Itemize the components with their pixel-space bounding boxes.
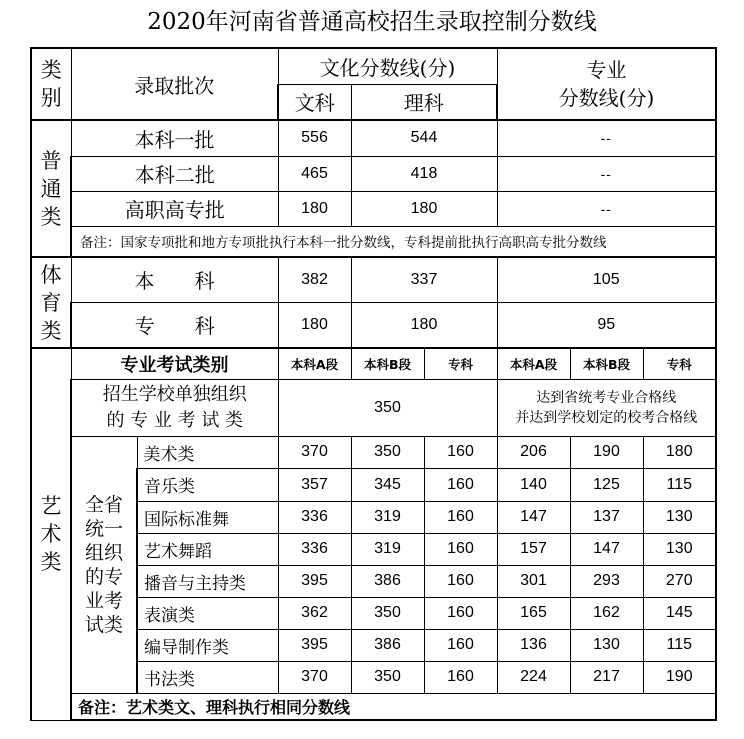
art-mz-6: 145 (643, 597, 716, 629)
art-ma-3: 147 (497, 501, 570, 533)
art-cz-4: 160 (424, 533, 497, 565)
exam-type-header: 专业考试类别 (71, 348, 278, 379)
art-ca-8: 370 (278, 661, 351, 693)
art-ca-7: 395 (278, 629, 351, 661)
yishu-footnote: 备注：艺术类文、理科执行相同分数线 (71, 693, 716, 720)
putong-note: 备注：国家专项批和地方专项批执行本科一批分数线，专科提前批执行高职高专批分数线 (71, 226, 716, 257)
header-culture: 文化分数线(分) (278, 48, 497, 84)
yishu-label (31, 348, 71, 720)
art-cb-2: 345 (351, 468, 424, 501)
art-cb-5: 386 (351, 565, 424, 597)
tiyu-batch-2: 专 科 (71, 302, 278, 348)
art-cb-6: 350 (351, 597, 424, 629)
putong-li-2: 418 (351, 156, 497, 191)
tiyu-li-2: 180 (351, 302, 497, 348)
art-name-3: 国际标准舞 (137, 501, 278, 533)
header-category (31, 48, 71, 120)
art-ma-2: 140 (497, 468, 570, 501)
art-mb-4: 147 (570, 533, 643, 565)
art-mz-7: 115 (643, 629, 716, 661)
independent-label-line2: 的 专 业 考 试 类 (106, 409, 244, 431)
art-ca-4: 336 (278, 533, 351, 565)
art-mz-3: 130 (643, 501, 716, 533)
requirement-line1: 达到省统考专业合格线 (536, 389, 677, 406)
tiyu-major-2: 95 (497, 302, 716, 348)
art-mz-2: 115 (643, 468, 716, 501)
major-a-header: 本科A段 (497, 348, 570, 379)
art-cz-7: 160 (424, 629, 497, 661)
art-ca-1: 370 (278, 436, 351, 468)
major-z-header: 专科 (643, 348, 716, 379)
tiyu-wen-1: 382 (278, 257, 351, 302)
art-name-7: 编导制作类 (137, 629, 278, 661)
putong-wen-2: 465 (278, 156, 351, 191)
tiyu-major-1: 105 (497, 257, 716, 302)
putong-label (31, 120, 71, 257)
art-mb-3: 137 (570, 501, 643, 533)
culture-b-header: 本科B段 (351, 348, 424, 379)
tiyu-label (31, 257, 71, 348)
art-mb-1: 190 (570, 436, 643, 468)
putong-wen-3: 180 (278, 191, 351, 226)
putong-wen-1: 556 (278, 120, 351, 156)
independent-requirement (497, 379, 716, 436)
putong-major-1: -- (497, 120, 716, 156)
art-cb-4: 319 (351, 533, 424, 565)
art-mz-8: 190 (643, 661, 716, 693)
art-ca-5: 395 (278, 565, 351, 597)
putong-li-3: 180 (351, 191, 497, 226)
art-mb-2: 125 (570, 468, 643, 501)
art-name-6: 表演类 (137, 597, 278, 629)
art-name-2: 音乐类 (137, 468, 278, 501)
putong-batch-2: 本科二批 (71, 156, 278, 191)
art-cz-5: 160 (424, 565, 497, 597)
tiyu-batch-1: 本 科 (71, 257, 278, 302)
unified-exam-label-text: 全省统一组织的专业考试类 (84, 493, 123, 636)
art-ma-5: 301 (497, 565, 570, 597)
art-mz-5: 270 (643, 565, 716, 597)
art-mb-8: 217 (570, 661, 643, 693)
putong-major-3: -- (497, 191, 716, 226)
major-b-header: 本科B段 (570, 348, 643, 379)
art-cz-1: 160 (424, 436, 497, 468)
culture-z-header: 专科 (424, 348, 497, 379)
art-mz-4: 130 (643, 533, 716, 565)
score-table (30, 47, 717, 721)
header-major-line1: 专业 (586, 58, 627, 82)
header-major-line2: 分数线(分) (558, 86, 655, 110)
tiyu-li-1: 337 (351, 257, 497, 302)
independent-exam-label (71, 379, 278, 436)
art-name-5: 播音与主持类 (137, 565, 278, 597)
header-major (497, 48, 716, 120)
art-mb-6: 162 (570, 597, 643, 629)
art-name-1: 美术类 (137, 436, 278, 468)
art-mb-5: 293 (570, 565, 643, 597)
header-li: 理科 (351, 84, 497, 120)
art-cz-6: 160 (424, 597, 497, 629)
unified-exam-label (71, 436, 137, 693)
putong-label-text: 普通类 (40, 148, 62, 229)
putong-batch-3: 高职高专批 (71, 191, 278, 226)
independent-culture: 350 (278, 379, 497, 436)
art-ma-6: 165 (497, 597, 570, 629)
art-cz-2: 160 (424, 468, 497, 501)
art-cb-7: 386 (351, 629, 424, 661)
yishu-label-text: 艺术类 (40, 494, 62, 575)
putong-major-2: -- (497, 156, 716, 191)
art-cz-3: 160 (424, 501, 497, 533)
requirement-line2: 并达到学校划定的校考合格线 (515, 409, 698, 426)
putong-batch-1: 本科一批 (71, 120, 278, 156)
header-category-text: 类别 (40, 58, 62, 110)
art-mz-1: 180 (643, 436, 716, 468)
art-ma-7: 136 (497, 629, 570, 661)
art-cb-3: 319 (351, 501, 424, 533)
art-ma-8: 224 (497, 661, 570, 693)
independent-label-line1: 招生学校单独组织 (102, 383, 247, 405)
art-name-4: 艺术舞蹈 (137, 533, 278, 565)
art-ca-2: 357 (278, 468, 351, 501)
art-cz-8: 160 (424, 661, 497, 693)
culture-a-header: 本科A段 (278, 348, 351, 379)
art-ma-4: 157 (497, 533, 570, 565)
art-name-8: 书法类 (137, 661, 278, 693)
tiyu-wen-2: 180 (278, 302, 351, 348)
putong-li-1: 544 (351, 120, 497, 156)
art-cb-8: 350 (351, 661, 424, 693)
art-mb-7: 130 (570, 629, 643, 661)
tiyu-label-text: 体育类 (40, 262, 62, 343)
header-wen: 文科 (278, 84, 351, 120)
page-title: 2020年河南省普通高校招生录取控制分数线 (147, 9, 597, 35)
art-ca-6: 362 (278, 597, 351, 629)
art-cb-1: 350 (351, 436, 424, 468)
art-ma-1: 206 (497, 436, 570, 468)
header-batch: 录取批次 (71, 48, 278, 120)
art-ca-3: 336 (278, 501, 351, 533)
